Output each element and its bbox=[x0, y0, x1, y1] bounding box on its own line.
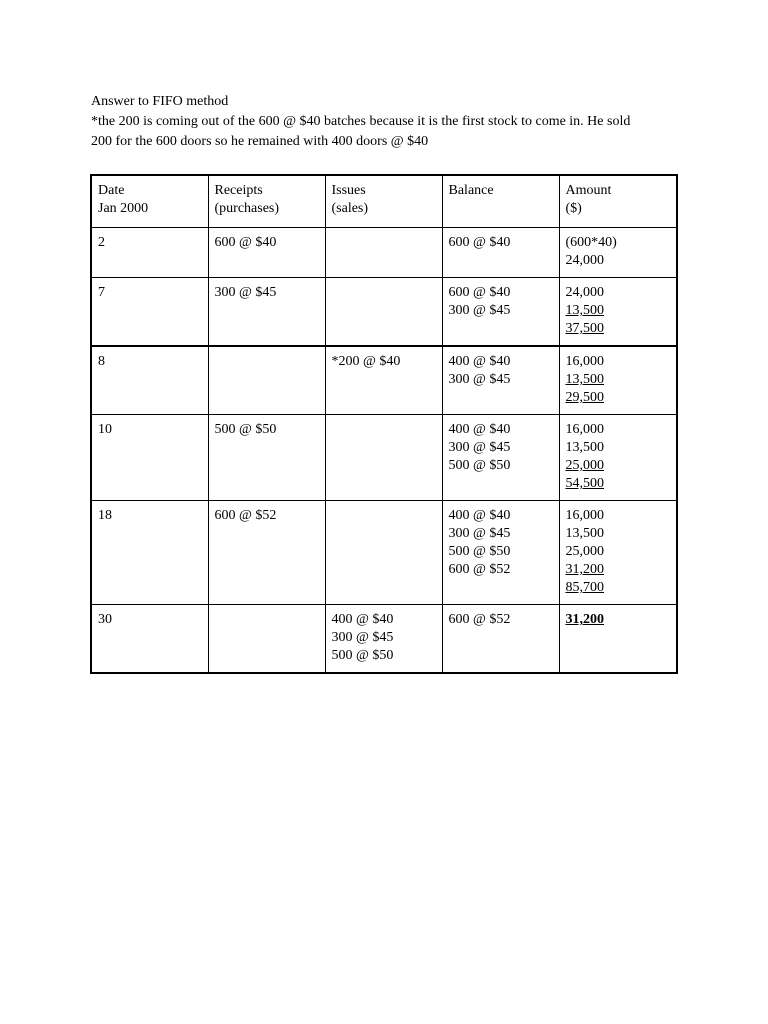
header-issues: Issues (sales) bbox=[325, 175, 442, 228]
intro-text bbox=[91, 92, 691, 152]
fifo-table bbox=[90, 174, 678, 674]
cell-issues bbox=[325, 415, 442, 501]
cell-amount: 24,000 13,500 37,500 bbox=[559, 278, 677, 347]
cell-balance: 400 @ $40 300 @ $45 500 @ $50 600 @ $52 bbox=[442, 501, 559, 605]
table-row bbox=[91, 501, 677, 605]
cell-issues: *200 @ $40 bbox=[325, 346, 442, 415]
table-row bbox=[91, 415, 677, 501]
cell-date: 30 bbox=[91, 605, 208, 674]
header-balance: Balance bbox=[442, 175, 559, 228]
cell-issues: 400 @ $40 300 @ $45 500 @ $50 bbox=[325, 605, 442, 674]
cell-receipts bbox=[208, 605, 325, 674]
cell-issues bbox=[325, 501, 442, 605]
cell-balance: 400 @ $40 300 @ $45 500 @ $50 bbox=[442, 415, 559, 501]
cell-receipts: 500 @ $50 bbox=[208, 415, 325, 501]
table-row bbox=[91, 278, 677, 347]
table-row bbox=[91, 346, 677, 415]
table-row bbox=[91, 605, 677, 674]
cell-date: 8 bbox=[91, 346, 208, 415]
cell-amount: 16,000 13,500 25,000 31,200 85,700 bbox=[559, 501, 677, 605]
header-amount: Amount ($) bbox=[559, 175, 677, 228]
cell-receipts bbox=[208, 346, 325, 415]
cell-balance: 400 @ $40 300 @ $45 bbox=[442, 346, 559, 415]
cell-balance: 600 @ $52 bbox=[442, 605, 559, 674]
header-date: Date Jan 2000 bbox=[91, 175, 208, 228]
intro-line-1: *the 200 is coming out of the 600 @ $40 batches because it is the first stock to come in. He sold bbox=[91, 114, 631, 129]
intro-title: Answer to FIFO method bbox=[91, 94, 229, 109]
cell-date: 10 bbox=[91, 415, 208, 501]
header-receipts: Receipts (purchases) bbox=[208, 175, 325, 228]
cell-receipts: 600 @ $52 bbox=[208, 501, 325, 605]
cell-amount: 16,000 13,500 29,500 bbox=[559, 346, 677, 415]
cell-amount: 31,200 bbox=[559, 605, 677, 674]
cell-receipts: 300 @ $45 bbox=[208, 278, 325, 347]
table-row bbox=[91, 228, 677, 278]
cell-date: 7 bbox=[91, 278, 208, 347]
cell-issues bbox=[325, 278, 442, 347]
cell-balance: 600 @ $40 bbox=[442, 228, 559, 278]
intro-line-2: 200 for the 600 doors so he remained with 400 doors @ $40 bbox=[91, 134, 429, 149]
header-row bbox=[91, 175, 677, 228]
cell-date: 18 bbox=[91, 501, 208, 605]
cell-balance: 600 @ $40 300 @ $45 bbox=[442, 278, 559, 347]
cell-amount: 16,000 13,500 25,000 54,500 bbox=[559, 415, 677, 501]
cell-receipts: 600 @ $40 bbox=[208, 228, 325, 278]
cell-amount: (600*40) 24,000 bbox=[559, 228, 677, 278]
cell-date: 2 bbox=[91, 228, 208, 278]
cell-issues bbox=[325, 228, 442, 278]
